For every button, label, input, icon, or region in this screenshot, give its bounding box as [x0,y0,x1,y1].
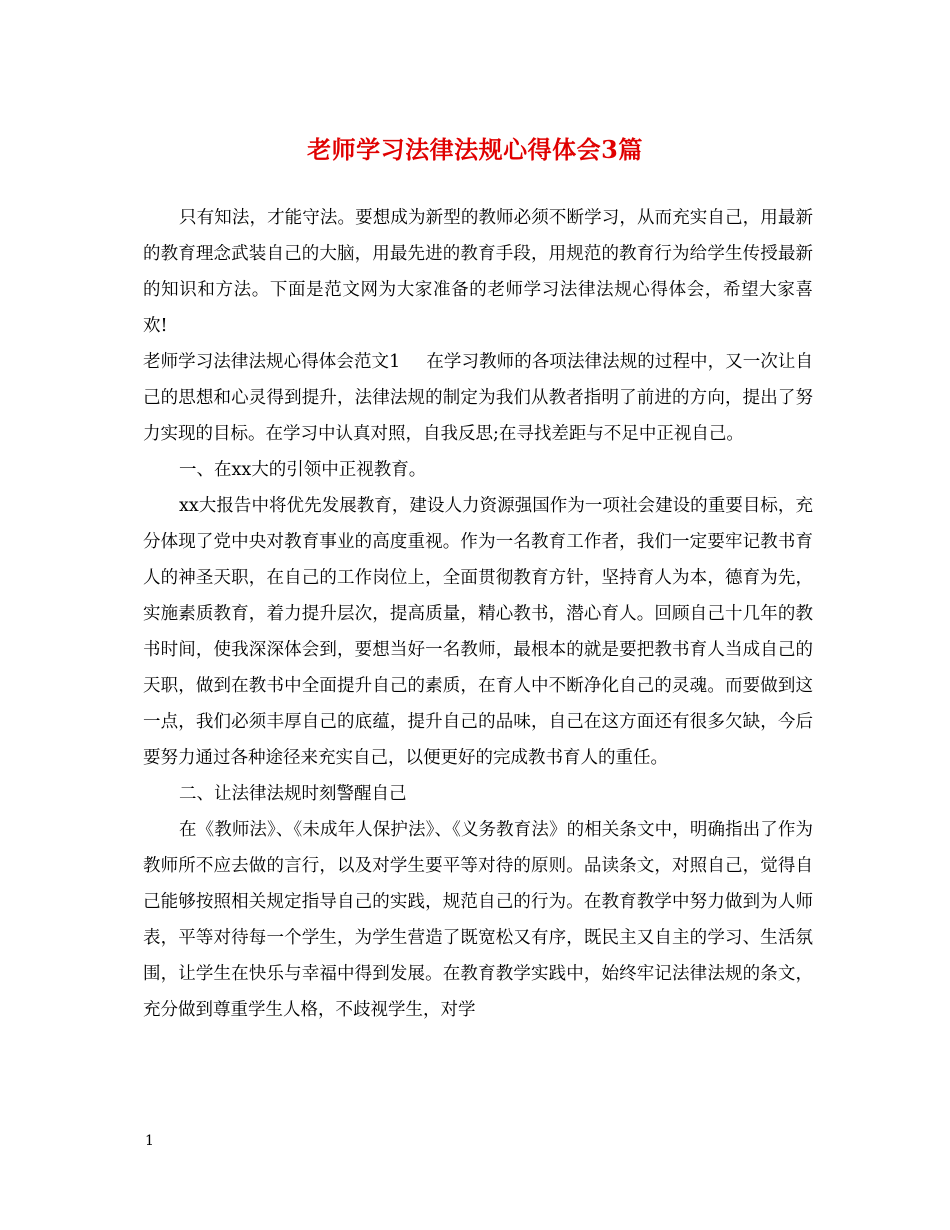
section1-heading: 一、在xx大的引领中正视教育。 [179,460,427,480]
page-number: 1 [145,1133,154,1149]
section2-heading: 二、让法律法规时刻警醒自己 [179,784,407,804]
essay1-heading: 老师学习法律法规心得体会范文1 [143,352,401,372]
essay1-opening: 在学习教师的各项法律法规的过程中，又一次让自己的思想和心灵得到提升，法律法规的制定为我们从教者指明了前进的方向，提出了努力实现的目标。在学习中认真对照，自我反思;在寻找差距与不足中正视自己。 [143,352,813,444]
section2-body: 在《教师法》、《未成年人保护法》、《义务教育法》的相关条文中，明确指出了作为教师所不应去做的言行，以及对学生要平等对待的原则。品读条文，对照自己，觉得自己能够按照相关规定指导自己的实践，规范自己的行为。在教育教学中努力做到为人师表，平等对待每一个学生，为学生营造了既宽松又有序，既民主又自主的学习、生活氛围，让学生在快乐与幸福中得到发展。在教育教学实践中，始终牢记法律法规的条文，充分做到尊重学生人格，不歧视学生，对学 [143,820,813,1020]
document-title: 老师学习法律法规心得体会3篇 [307,135,643,164]
intro-paragraph: 只有知法，才能守法。要想成为新型的教师必须不断学习，从而充实自己，用最新的教育理念武装自己的大脑，用最先进的教育手段，用规范的教育行为给学生传授最新的知识和方法。下面是范文网为大家准备的老师学习法律法规心得体会，希望大家喜欢! [143,208,813,336]
essay1-paragraph [143,344,813,452]
document-body [143,200,813,1028]
section1-body: xx大报告中将优先发展教育，建设人力资源强国作为一项社会建设的重要目标，充分体现了党中央对教育事业的高度重视。作为一名教育工作者，我们一定要牢记教书育人的神圣天职，在自己的工作岗位上，全面贯彻教育方针，坚持育人为本，德育为先，实施素质教育，着力提升层次，提高质量，精心教书，潜心育人。回顾自己十几年的教书时间，使我深深体会到，要想当好一名教师，最根本的就是要把教书育人当成自己的天职，做到在教书中全面提升自己的素质，在育人中不断净化自己的灵魂。而要做到这一点，我们必须丰厚自己的底蕴，提升自己的品味，自己在这方面还有很多欠缺，今后要努力通过各种途径来充实自己，以便更好的完成教书育人的重任。 [143,496,813,768]
